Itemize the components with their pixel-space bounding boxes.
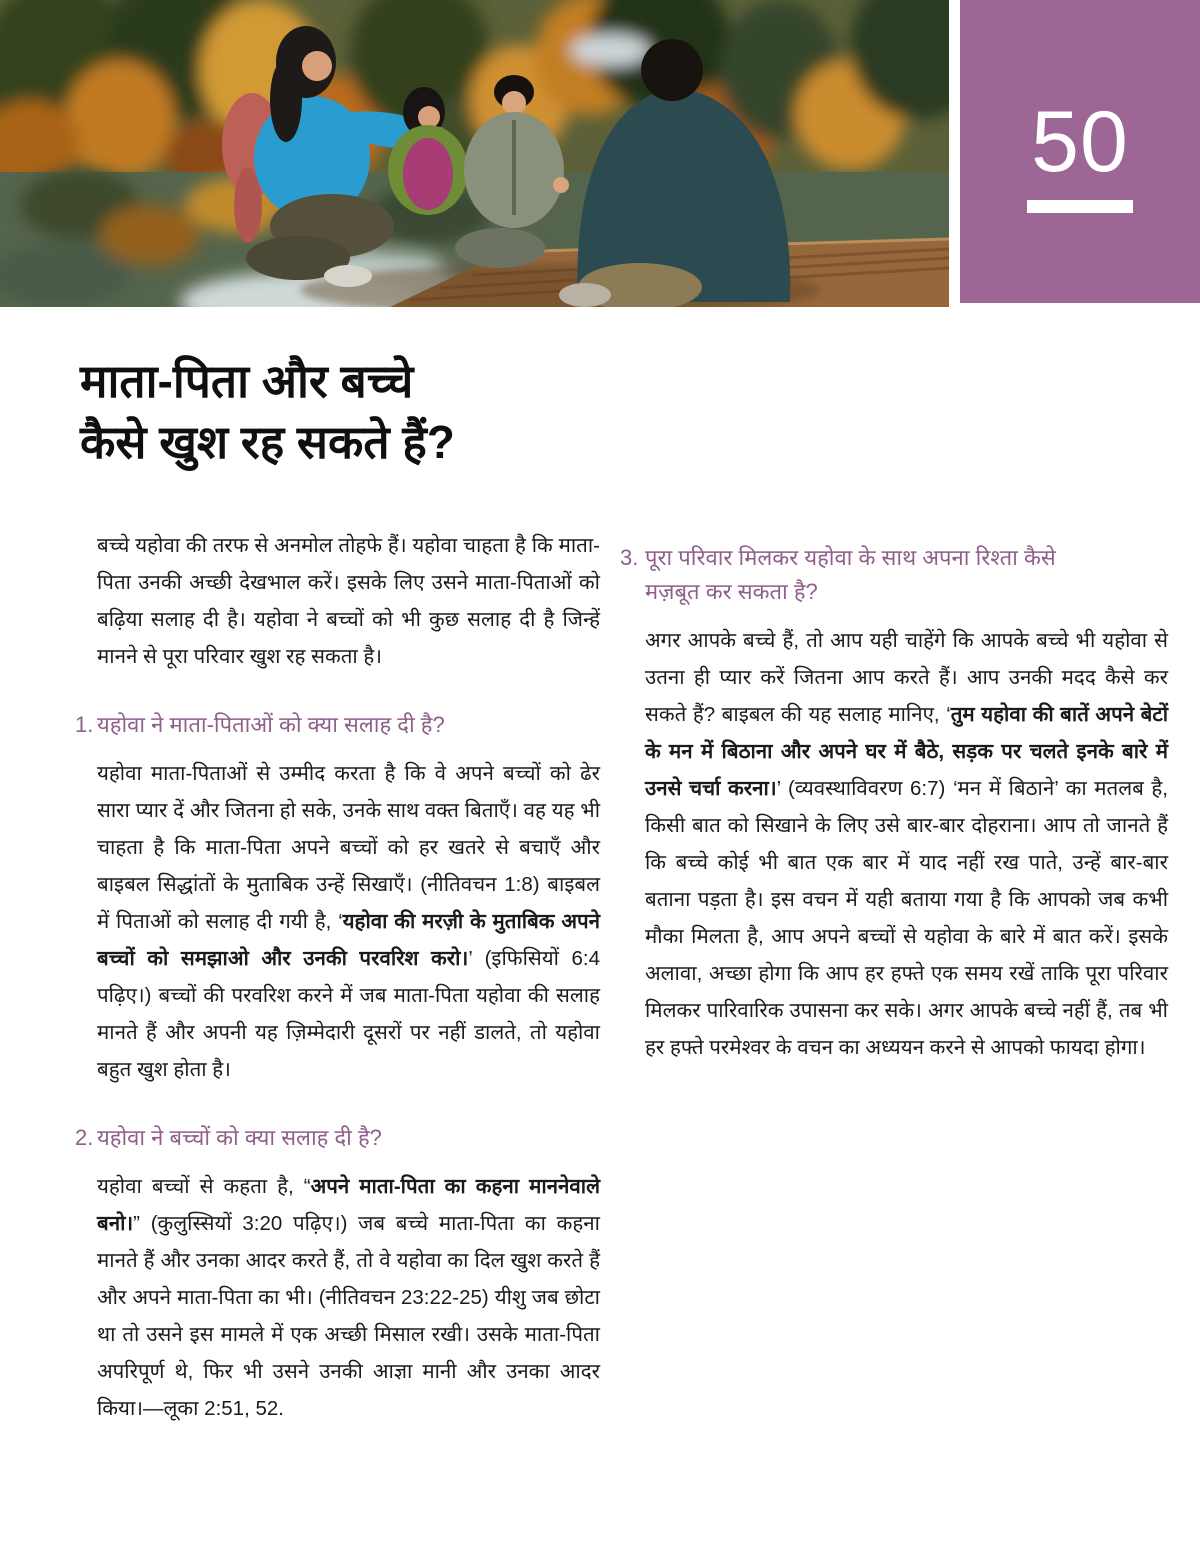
question-2-heading: यहोवा ने बच्चों को क्या सलाह दी है?: [97, 1125, 382, 1150]
family-lakeside-photo: [0, 0, 949, 307]
section-2: [75, 1121, 600, 1427]
section-1: [75, 708, 600, 1088]
page-title-line1: माता-पिता और बच्चे: [80, 355, 414, 407]
section-3: [620, 541, 1168, 1066]
lesson-number-badge: [960, 0, 1200, 303]
page-title: [80, 351, 455, 473]
lesson-number: 50: [1031, 94, 1129, 190]
question-1-row: [75, 708, 600, 742]
left-column: [75, 527, 600, 1427]
lesson-number-underline: [1027, 200, 1133, 213]
question-1-heading: यहोवा ने माता-पिताओं को क्या सलाह दी है?: [97, 712, 445, 737]
question-1-number: 1.: [75, 712, 94, 737]
answer-1-paragraph: यहोवा माता-पिताओं से उम्मीद करता है कि वे अपने बच्चों को ढेर सारा प्यार दें और जितना हो सके, उनके साथ वक्त बिताएँ। वह यह भी चाहता है कि माता-पिता अपने बच्चों को हर खतरे से बचाएँ और बाइबल सिद्धांतों के मुताबिक उन्हें सिखाएँ। (नीतिवचन 1:8) बाइबल में पिताओं को सलाह दी गयी है, ‘यहोवा की मरज़ी के मुताबिक अपने बच्चों को समझाओ और उनकी परवरिश करो।’ (इफिसियों 6:4 पढ़िए।) बच्चों की परवरिश करने में जब माता-पिता यहोवा की सलाह मानते हैं और अपनी यह ज़िम्मेदारी दूसरों पर नहीं डालते, तो यहोवा बहुत खुश होता है।: [97, 762, 600, 1081]
intro-paragraph: बच्चे यहोवा की तरफ से अनमोल तोहफे हैं। यहोवा चाहता है कि माता-पिता उनकी अच्छी देखभाल करें। इसके लिए उसने माता-पिताओं को बढ़िया सलाह दी है। यहोवा ने बच्चों को भी कुछ सलाह दी है जिन्हें मानने से पूरा परिवार खुश रह सकता है।: [97, 534, 600, 668]
question-2-row: [75, 1121, 600, 1155]
question-2-number: 2.: [75, 1125, 94, 1150]
answer-3-paragraph: अगर आपके बच्चे हैं, तो आप यही चाहेंगे कि आपके बच्चे भी यहोवा से उतना ही प्यार करें जितना आप करते हैं। आप उनकी मदद कैसे कर सकते हैं? बाइबल की यह सलाह मानिए, ‘तुम यहोवा की बातें अपने बेटों के मन में बिठाना और अपने घर में बैठे, सड़क पर चलते इनके बारे में उनसे चर्चा करना।’ (व्यवस्थाविवरण 6:7) ‘मन में बिठाने’ का मतलब है, किसी बात को सिखाने के लिए उसे बार-बार दोहराना। आप तो जानते हैं कि बच्चे कोई भी बात एक बार में याद नहीं रख पाते, उन्हें बार-बार बताना पड़ता है। इस वचन में यही बताया गया है कि आपको जब कभी मौका मिलता है, आप अपने बच्चों से यहोवा के बारे में बात करें। इसके अलावा, अच्छा होगा कि आप हर हफ्ते एक समय रखें ताकि पूरा परिवार मिलकर पारिवारिक उपासना कर सके। अगर आपके बच्चे नहीं हैं, तब भी हर हफ्ते परमेश्वर के वचन का अध्ययन करने से आपको फायदा होगा।: [645, 629, 1169, 1059]
question-3-row: [620, 541, 1168, 609]
right-column: [620, 527, 1168, 1066]
answer-2-paragraph: यहोवा बच्चों से कहता है, “अपने माता-पिता का कहना माननेवाले बनो।” (कुलुस्सियों 3:20 पढ़िए।) जब बच्चे माता-पिता का कहना मानते हैं और उनका आदर करते हैं, तो वे यहोवा का दिल खुश करते हैं और अपने माता-पिता का भी। (नीतिवचन 23:22-25) यीशु जब छोटा था तो उसने इस मामले में एक अच्छी मिसाल रखी। उसके माता-पिता अपरिपूर्ण थे, फिर भी उसने उनकी आज्ञा मानी और उनका आदर किया।—लूका 2:51, 52.: [97, 1175, 601, 1420]
page-title-line2: कैसे खुश रह सकते हैं?: [80, 416, 455, 468]
question-3-heading: पूरा परिवार मिलकर यहोवा के साथ अपना रिश्ता कैसे मज़बूत कर सकता है?: [645, 545, 1056, 604]
question-3-number: 3.: [620, 545, 639, 570]
